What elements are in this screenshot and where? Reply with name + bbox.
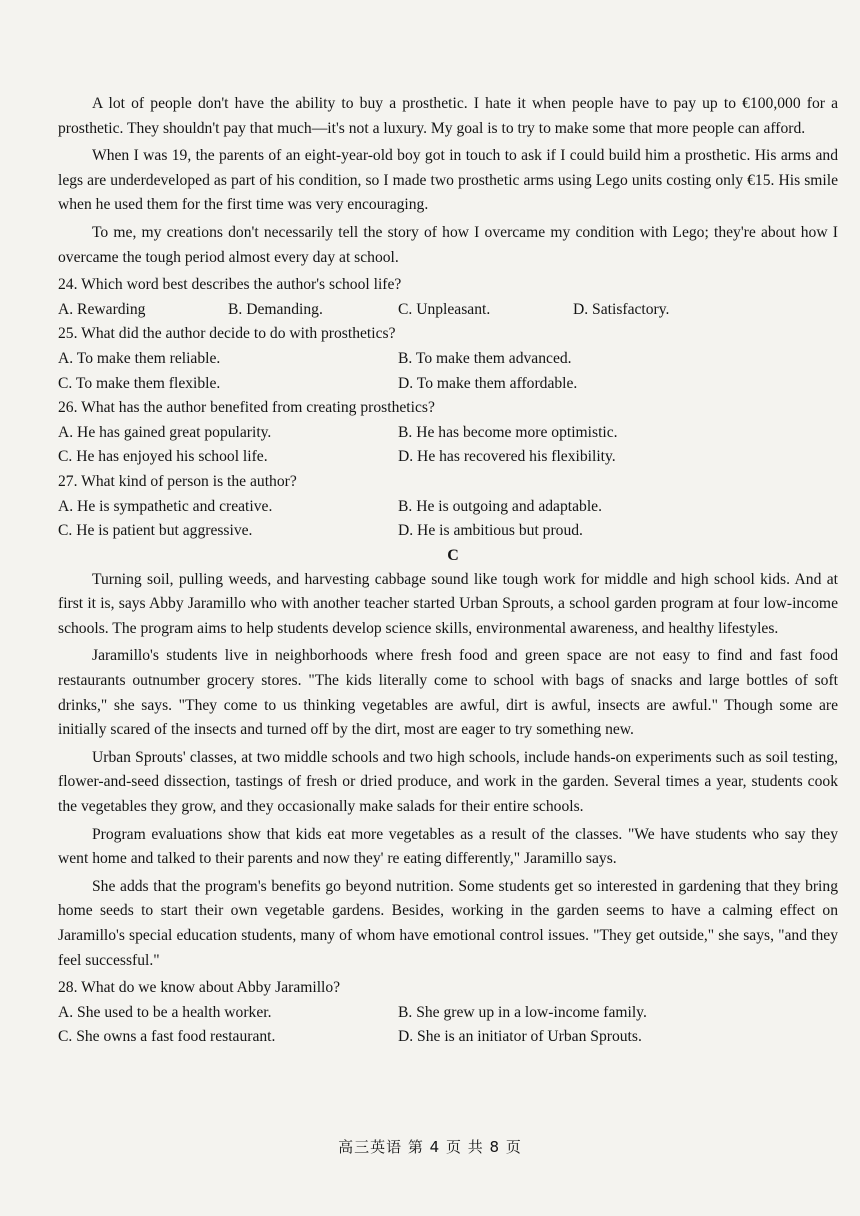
question-25 (58, 322, 838, 396)
option-c: C. He is patient but aggressive. (58, 522, 253, 540)
passage-paragraph: When I was 19, the parents of an eight-year-old boy got in touch to ask if I could build him a prosthetic. His arms and legs are underdeveloped as part of his condition, so I made two prosthetic arms using Lego units costing only €15. His smile when he used them for the first time was very encouraging. (58, 147, 838, 214)
passage-paragraph: A lot of people don't have the ability to buy a prosthetic. I hate it when people have to pay up to €100,000 for a prosthetic. They shouldn't pay that much—it's not a luxury. My goal is to try to make some that more people can afford. (58, 95, 838, 137)
option-c: C. She owns a fast food restaurant. (58, 1028, 276, 1046)
option-c: C. To make them flexible. (58, 374, 221, 392)
option-d: D. He has recovered his flexibility. (398, 448, 616, 466)
option-b: B. He is outgoing and adaptable. (398, 497, 602, 515)
option-b: B. Demanding. (228, 300, 323, 318)
page-footer: 高三英语 第 4 页 共 8 页 (338, 1138, 522, 1156)
question-28 (58, 976, 838, 1050)
answer-options (58, 495, 838, 544)
question-27 (58, 470, 838, 544)
option-d: D. He is ambitious but proud. (398, 522, 583, 540)
question-stem: 27. What kind of person is the author? (58, 472, 297, 490)
option-d: D. She is an initiator of Urban Sprouts. (398, 1028, 642, 1046)
passage-paragraph: She adds that the program's benefits go beyond nutrition. Some students get so interested in gardening that they bring home seeds to start their own vegetable gardens. Besides, working in the garden seems to have a calming effect on Jaramillo's special education students, many of whom have emotional control issues. "They get outside," she says, "and they feel successful." (58, 877, 838, 969)
passage-paragraph: Turning soil, pulling weeds, and harvesting cabbage sound like tough work for middle and high school kids. And at first it is, says Abby Jaramillo who with another teacher started Urban Sprouts, a school garden program at four low-income schools. The program aims to help students develop science skills, environmental awareness, and healthy lifestyles. (58, 570, 838, 637)
option-b: B. He has become more optimistic. (398, 423, 618, 441)
question-stem: 25. What did the author decide to do with prosthetics? (58, 325, 396, 343)
passage-paragraph: To me, my creations don't necessarily tell the story of how I overcame my condition with Lego; they're about how I overcame the tough period almost every day at school. (58, 223, 838, 266)
answer-options (58, 347, 838, 396)
answer-options (58, 1001, 838, 1050)
option-a: A. He is sympathetic and creative. (58, 497, 273, 515)
option-b: B. To make them advanced. (398, 349, 572, 367)
section-heading: C (447, 546, 459, 564)
option-a: A. He has gained great popularity. (58, 423, 272, 441)
answer-options (58, 298, 838, 323)
passage-paragraph: Urban Sprouts' classes, at two middle schools and two high schools, include hands-on experiments such as soil testing, flower-and-seed dissection, tastings of fresh or dried produce, and work in the garden. Several times a year, students cook the vegetables they grow, and they occasionally make salads for their entire schools. (58, 748, 838, 816)
option-a: A. She used to be a health worker. (58, 1003, 272, 1021)
answer-options (58, 421, 838, 470)
option-c: C. He has enjoyed his school life. (58, 448, 268, 466)
option-b: B. She grew up in a low-income family. (398, 1003, 647, 1021)
question-stem: 26. What has the author benefited from creating prosthetics? (58, 399, 435, 417)
question-26 (58, 396, 838, 470)
question-24 (58, 273, 838, 322)
option-a: A. To make them reliable. (58, 349, 221, 367)
question-stem: 28. What do we know about Abby Jaramillo? (58, 979, 341, 997)
option-a: A. Rewarding (58, 300, 146, 318)
option-d: D. To make them affordable. (398, 374, 578, 392)
option-d: D. Satisfactory. (573, 300, 670, 318)
passage-paragraph: Program evaluations show that kids eat more vegetables as a result of the classes. "We have students who say they went home and talked to their parents and now they' re eating differently," Jaramillo says. (58, 825, 838, 868)
passage-paragraph: Jaramillo's students live in neighborhoods where fresh food and green space are not easy to find and fast food restaurants outnumber grocery stores. "The kids literally come to school with bags of snacks and large bottles of soft drinks," she says. "They come to us thinking vegetables are awful, dirt is awful, insects are awful." Though some are initially scared of the insects and turned off by the dirt, most are eager to try something new. (58, 647, 838, 739)
option-c: C. Unpleasant. (398, 300, 491, 318)
question-stem: 24. Which word best describes the author's school life? (58, 276, 402, 294)
